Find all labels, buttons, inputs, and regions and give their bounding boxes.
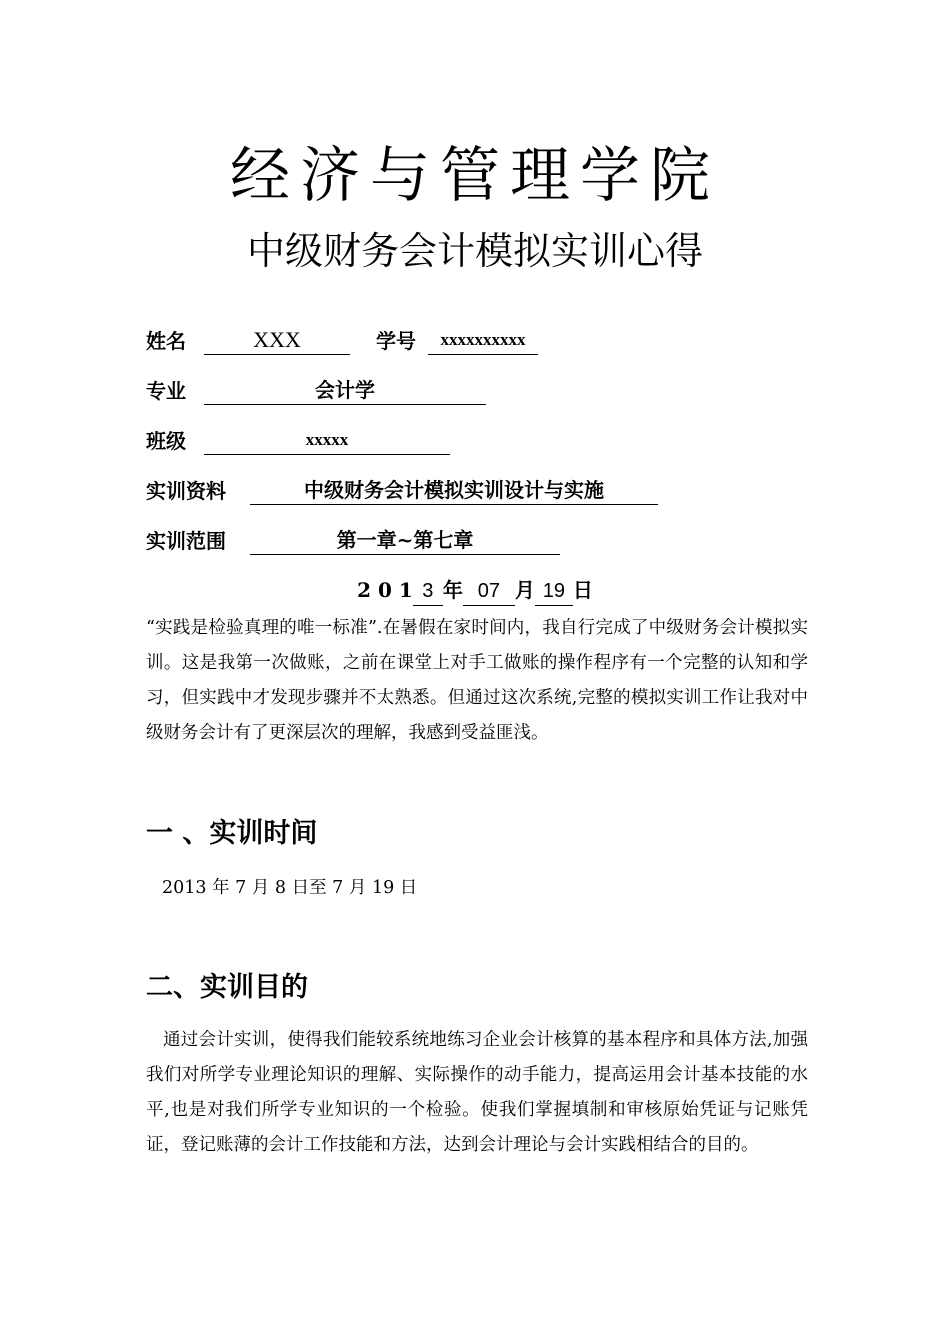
student-id-value: xxxxxxxxxx — [428, 326, 538, 355]
date-day-char: 日 — [572, 578, 593, 602]
scope-value: 第一章~第七章 — [250, 526, 560, 555]
date-day: 19 — [535, 577, 573, 606]
section-heading-training-time: 一 、实训时间 — [146, 818, 318, 849]
section-heading-training-purpose: 二、实训目的 — [146, 972, 308, 1003]
name-row — [146, 326, 538, 355]
class-value: xxxxx — [204, 426, 450, 455]
class-label: 班级 — [146, 429, 186, 453]
date-month-char: 月 — [514, 578, 535, 602]
name-value: XXX — [204, 326, 350, 355]
date-year-char: 年 — [442, 578, 463, 602]
major-value: 会计学 — [204, 376, 486, 405]
date-month: 07 — [463, 577, 515, 606]
major-row — [146, 376, 486, 405]
training-purpose-paragraph: 通过会计实训，使得我们能较系统地练习企业会计核算的基本程序和具体方法,加强我们对所学专业理论知识的理解、实际操作的动手能力，提高运用会计基本技能的水平,也是对我们所学专业知识的一个检验。使我们掌握填制和审核原始凭证与记账凭证，登记账薄的会计工作技能和方法，达到会计理论与会计实践相结合的目的。 — [146, 1030, 808, 1155]
scope-label: 实训范围 — [146, 529, 226, 553]
material-row — [146, 476, 658, 505]
class-row — [146, 426, 450, 455]
date-year-suffix: 3 — [413, 577, 443, 606]
material-value: 中级财务会计模拟实训设计与实施 — [250, 476, 658, 505]
training-time-text: 2013 年 7 月 8 日至 7 月 19 日 — [162, 878, 418, 898]
school-title: 经济与管理学院 — [230, 141, 720, 211]
name-label: 姓名 — [146, 329, 186, 353]
intro-paragraph: “实践是检验真理的唯一标准”.在暑假在家时间内，我自行完成了中级财务会计模拟实训。这是我第一次做账，之前在课堂上对手工做账的操作程序有一个完整的认知和学习，但实践中才发现步骤并不太熟悉。但通过这次系统,完整的模拟实训工作让我对中级财务会计有了更深层次的理解，我感到受益匪浅。 — [146, 618, 808, 743]
major-label: 专业 — [146, 379, 186, 403]
student-id-label: 学号 — [376, 329, 416, 353]
date-year-prefix: 2 0 1 — [357, 578, 413, 602]
material-label: 实训资料 — [146, 479, 226, 503]
date-row — [0, 576, 950, 606]
report-title: 中级财务会计模拟实训心得 — [246, 229, 703, 273]
scope-row — [146, 526, 560, 555]
